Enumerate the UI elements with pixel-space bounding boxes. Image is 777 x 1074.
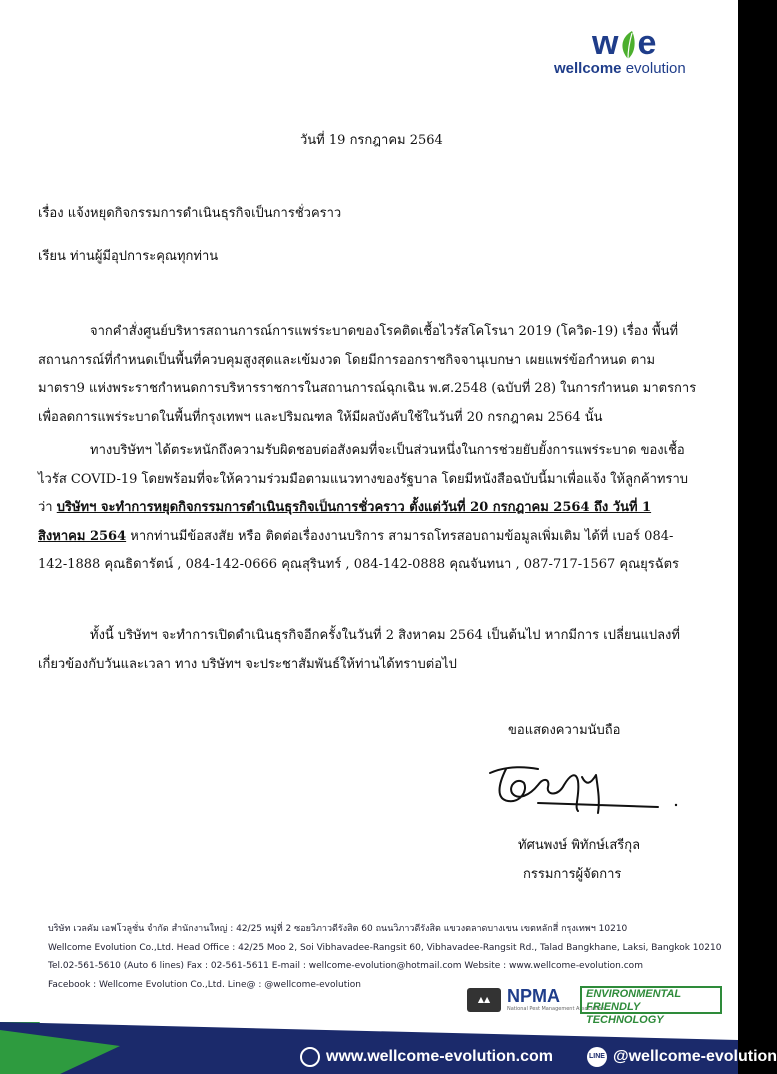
env-line-1: ENVIRONMENTAL [586, 988, 682, 1000]
letter-recipient: เรียน ท่านผู้มีอุปการะคุณทุกท่าน [38, 249, 219, 264]
footer-social: Facebook : Wellcome Evolution Co.,Ltd. Line@ : @wellcome-evolution [48, 979, 361, 990]
npma-logo: NPMA [507, 986, 560, 1006]
closure-dates-highlight: บริษัทฯ จะทำการหยุดกิจกรรมการดำเนินธุรกิจเป็นการชั่วคราว ตั้งแต่วันที่ 20 กรกฎาคม 2564 ถึง วันที่ 1 สิงหาคม 2564 [38, 500, 652, 544]
paragraph-3: ทั้งนี้ บริษัทฯ จะทำการเปิดดำเนินธุรกิจอีกครั้งในวันที่ 2 สิงหาคม 2564 เป็นต้นไป หากมีการ เปลี่ยนแปลงที่เกี่ยวข้องกับวันและเวลา ทาง บริษัทฯ จะประชาสัมพันธ์ให้ท่านได้ทราบต่อไป [38, 628, 680, 672]
association-badge: ▲▲ [467, 988, 501, 1012]
signer-title: กรรมการผู้จัดการ [523, 867, 622, 882]
footer-contacts: Tel.02-561-5610 (Auto 6 lines) Fax : 02-561-5611 E-mail : wellcome-evolution@hotmail.com Website : www.wellcome-evolution.com [48, 961, 643, 971]
leaf-icon [618, 30, 638, 60]
footer-address-th: บริษัท เวลคัม เอฟโวลูชั่น จำกัด สำนักงานใหญ่ : 42/25 หมู่ที่ 2 ซอยวิภาวดีรังสิต 60 ถนนวิภาวดีรังสิต แขวงตลาดบางเขน เขตหลักสี่ กรุงเทพฯ 10210 [48, 924, 628, 934]
globe-icon [300, 1047, 320, 1067]
npma-subtitle: National Pest Management Association [507, 1006, 605, 1012]
line-icon: LINE [587, 1047, 607, 1067]
signature [478, 755, 698, 825]
environmental-badge [580, 986, 722, 1026]
signer-name: ทัศนพงษ์ พิทักษ์เสรีกุล [518, 838, 641, 853]
company-logo [554, 24, 714, 84]
paragraph-2-text-a: ทางบริษัทฯ ได้ตระหนักถึงความรับผิดชอบต่อสังคมที่จะเป็นส่วนหนึ่งในการช่วยยับยั้งการแพร่ระบาด ของเชื้อไวรัส COVID-19 โดยพร้อมที่จะให้ความร่วมมือตามแนวทางของรัฐบาล โดยมีหนังสือฉบับนี้มาเพื่อแจ้ง ให้ลูกค้าทราบว่า [38, 443, 689, 515]
env-line-2: FRIENDLY TECHNOLOGY [586, 1001, 664, 1026]
footer-address-en: Wellcome Evolution Co.,Ltd. Head Office : 42/25 Moo 2, Soi Vibhavadee-Rangsit 60, Vibhavadee-Rangsit Rd., Talad Bangkhane, Laksi, Bangkok 10210 [48, 942, 722, 953]
certification-badges [467, 986, 727, 1026]
paragraph-1: จากคำสั่งศูนย์บริหารสถานการณ์การแพร่ระบาดของโรคติดเชื้อไวรัสโคโรนา 2019 (โควิด-19) เรื่อง พื้นที่สถานการณ์ที่กำหนดเป็นพื้นที่ควบคุมสูงสุดและเข้มงวด โดยมีการออกราชกิจจานุเบกษา เผยแพร่ข้อกำหนด ตามมาตรา9 แห่งพระราชกำหนดการบริหารราชการในสถานการณ์ฉุกเฉิน พ.ศ.2548 (ฉบับที่ 28) ในการกำหนด มาตรการเพื่อลดการแพร่ระบาดในพื้นที่กรุงเทพฯ และปริมณฑล ให้มีผลบังคับใช้ในวันที่ 20 กรกฎาคม 2564 นั้น [38, 324, 697, 425]
company-footer [48, 920, 721, 994]
paragraph-2-text-b: หากท่านมีข้อสงสัย หรือ ติดต่อเรื่องงานบริการ สามารถโทรสอบถามข้อมูลเพิ่มเติม ได้ที่ เบอร์ 084-142-1888 คุณธิดารัตน์ , 084-142-0666 คุณสุรินทร์ , 084-142-0888 คุณจันทนา , 087-717-1567 คุณยุรฉัตร [38, 528, 680, 572]
web-contact-row [300, 1047, 777, 1067]
letter-subject: เรื่อง แจ้งหยุดกิจกรรมการดำเนินธุรกิจเป็นการชั่วคราว [38, 206, 342, 221]
logo-wordmark: wellcome evolution [554, 60, 686, 77]
logo-mark: w e [592, 24, 658, 62]
paragraph-2 [38, 437, 698, 580]
closing-salutation: ขอแสดงความนับถือ [508, 723, 621, 738]
line-id-link[interactable]: @wellcome-evolution [613, 1048, 777, 1065]
website-link[interactable]: www.wellcome-evolution.com [326, 1048, 553, 1065]
letter-date: วันที่ 19 กรกฎาคม 2564 [300, 133, 443, 148]
